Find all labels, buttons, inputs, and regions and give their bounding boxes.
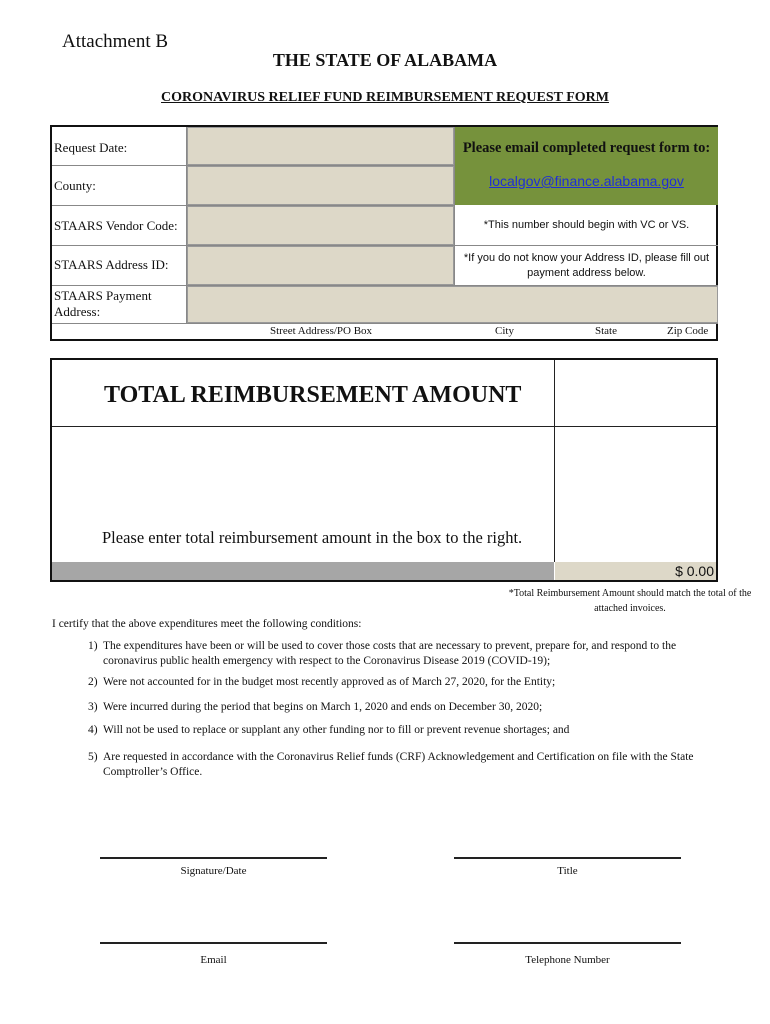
total-gray-bar <box>52 562 554 580</box>
street-address-label: Street Address/PO Box <box>270 325 373 337</box>
form-title: CORONAVIRUS RELIEF FUND REIMBURSEMENT REQUEST FORM <box>161 90 609 105</box>
email-instructions-panel <box>455 127 718 205</box>
request-info-box <box>50 125 718 341</box>
row-divider <box>52 323 718 324</box>
condition-text: Were not accounted for in the budget most recently approved as of March 27, 2020, for the Entity; <box>103 676 556 688</box>
city-label: City <box>495 325 514 337</box>
certification-intro: I certify that the above expenditures meet the following conditions: <box>52 618 362 630</box>
total-amount-note: *Total Reimbursement Amount should match the total of the attached invoices. <box>508 588 752 614</box>
total-column-divider <box>554 360 555 562</box>
condition-item <box>88 700 718 715</box>
address-id-label: STAARS Address ID: <box>54 257 169 272</box>
address-id-note: *If you do not know your Address ID, please fill out payment address below. <box>463 252 710 279</box>
condition-number: 1) <box>88 640 98 652</box>
title-line[interactable] <box>454 857 681 859</box>
vendor-code-label: STAARS Vendor Code: <box>54 218 178 233</box>
title-label: Title <box>557 865 578 877</box>
zip-code-label: Zip Code <box>667 325 709 337</box>
county-label: County: <box>54 178 96 193</box>
condition-number: 4) <box>88 724 98 736</box>
state-label: State <box>595 325 617 337</box>
email-line[interactable] <box>100 942 327 944</box>
email-label: Email <box>200 954 227 966</box>
condition-number: 3) <box>88 701 98 713</box>
condition-number: 2) <box>88 676 98 688</box>
condition-item <box>88 750 718 780</box>
condition-number: 5) <box>88 751 98 763</box>
condition-text: Will not be used to replace or supplant any other funding nor to fill or prevent revenue shortages; and <box>103 724 570 736</box>
total-reimbursement-box <box>50 358 718 582</box>
telephone-label: Telephone Number <box>525 954 610 966</box>
condition-item <box>88 723 718 738</box>
payment-address-label: STAARS Payment Address: <box>54 288 152 319</box>
total-instruction: Please enter total reimbursement amount in the box to the right. <box>102 528 523 547</box>
request-date-field[interactable] <box>187 127 454 165</box>
email-link[interactable]: localgov@finance.alabama.gov <box>489 173 684 189</box>
telephone-line[interactable] <box>454 942 681 944</box>
county-field[interactable] <box>187 166 454 205</box>
total-amount-field[interactable]: $ 0.00 <box>555 562 716 580</box>
total-heading: TOTAL REIMBURSEMENT AMOUNT <box>104 382 522 408</box>
email-heading: Please email completed request form to: <box>462 140 711 156</box>
payment-address-field[interactable] <box>187 286 718 323</box>
address-id-field[interactable] <box>187 246 454 285</box>
total-row-divider <box>52 426 716 427</box>
condition-item <box>88 639 718 669</box>
vendor-code-field[interactable] <box>187 206 454 245</box>
condition-item <box>88 675 718 690</box>
condition-text: Are requested in accordance with the Coronavirus Relief funds (CRF) Acknowledgement and Certification on file with the State Comptroller’s Office. <box>103 751 694 778</box>
request-date-label: Request Date: <box>54 140 128 155</box>
signature-date-label: Signature/Date <box>180 865 247 877</box>
vendor-code-note: *This number should begin with VC or VS. <box>483 219 690 231</box>
condition-text: The expenditures have been or will be used to cover those costs that are necessary to prevent, prepare for, and respond to the coronavirus public health emergency with respect to the Coronavirus Disease 2019 (COVID-19); <box>103 640 677 667</box>
attachment-label: Attachment B <box>62 31 169 52</box>
state-title: THE STATE OF ALABAMA <box>272 50 498 70</box>
signature-date-line[interactable] <box>100 857 327 859</box>
condition-text: Were incurred during the period that begins on March 1, 2020 and ends on December 30, 2020; <box>103 701 543 713</box>
